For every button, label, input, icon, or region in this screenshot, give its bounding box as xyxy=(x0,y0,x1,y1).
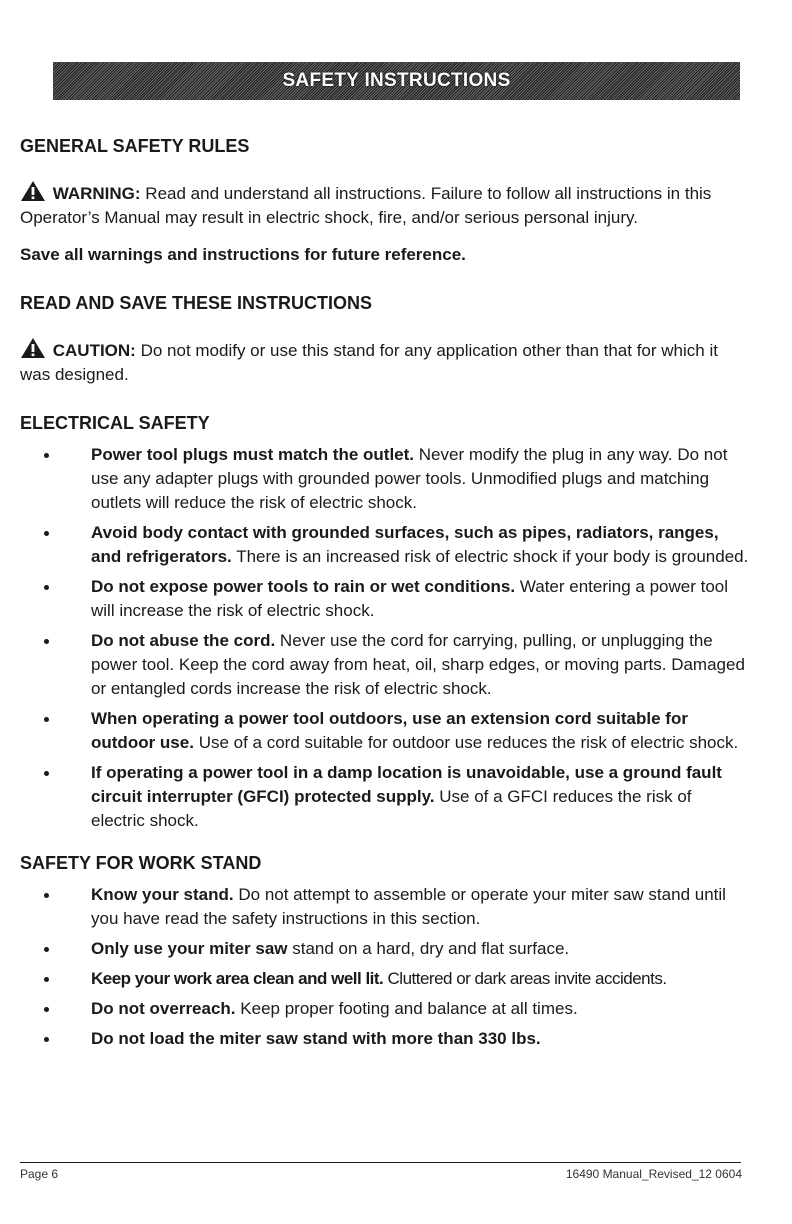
item-lead: Do not expose power tools to rain or wet conditions. xyxy=(91,577,516,596)
list-item xyxy=(20,629,750,701)
section-banner xyxy=(53,62,740,100)
bullet-dot-icon xyxy=(44,1037,49,1042)
footer-divider xyxy=(20,1162,741,1163)
item-lead: Power tool plugs must match the outlet. xyxy=(91,445,415,464)
general-safety-heading: GENERAL SAFETY RULES xyxy=(20,136,250,156)
item-lead: Know your stand. xyxy=(91,885,234,904)
bullet-dot-icon xyxy=(44,977,49,982)
bullet-dot-icon xyxy=(44,453,49,458)
list-item xyxy=(20,575,750,623)
item-text: Never use the cord for carrying, pulling, or unplugging the power tool. Keep the cord away from heat, oil, sharp edges, or moving parts. Damaged or entangled cords increase the risk of electric shock. xyxy=(91,631,745,698)
item-text: Use of a GFCI reduces the risk of electric shock. xyxy=(91,787,692,830)
list-item xyxy=(20,707,750,755)
bullet-dot-icon xyxy=(44,639,49,644)
item-text: Water entering a power tool will increase the risk of electric shock. xyxy=(91,577,729,620)
item-lead: Do not abuse the cord. xyxy=(91,631,276,650)
item-lead: Only use your miter saw xyxy=(91,939,288,958)
work-stand-safety-heading: SAFETY FOR WORK STAND xyxy=(20,853,262,873)
list-item xyxy=(20,883,750,931)
item-lead: Avoid body contact with grounded surfaces, such as pipes, radiators, ranges, and refrigerators. xyxy=(91,523,719,566)
caution-text: Do not modify or use this stand for any application other than that for which it was designed. xyxy=(20,341,718,384)
save-note: Save all warnings and instructions for future reference. xyxy=(20,245,466,264)
warning-triangle-icon xyxy=(20,180,46,202)
item-lead: Keep your work area clean and well lit. xyxy=(91,969,384,988)
list-item xyxy=(20,937,750,961)
item-lead: When operating a power tool outdoors, use an extension cord suitable for outdoor use. xyxy=(91,709,688,752)
bullet-dot-icon xyxy=(44,717,49,722)
bullet-dot-icon xyxy=(44,531,49,536)
item-text: Do not attempt to assemble or operate your miter saw stand until you have read the safety instructions in this section. xyxy=(91,885,726,928)
caution-label: CAUTION: xyxy=(52,341,136,360)
caution-paragraph xyxy=(20,337,750,387)
item-lead: Do not load the miter saw stand with more than 330 lbs. xyxy=(91,1029,541,1048)
bullet-dot-icon xyxy=(44,585,49,590)
electrical-safety-heading: ELECTRICAL SAFETY xyxy=(20,413,210,433)
page-number: Page 6 xyxy=(20,1167,59,1181)
bullet-dot-icon xyxy=(44,771,49,776)
banner-title: SAFETY INSTRUCTIONS xyxy=(282,70,511,91)
item-text: Never modify the plug in any way. Do not use any adapter plugs with grounded power tools. Unmodified plugs and matching outlets will reduce the risk of electric shock. xyxy=(91,445,728,512)
item-text: Keep proper footing and balance at all times. xyxy=(240,999,578,1018)
item-text: Cluttered or dark areas invite accidents. xyxy=(387,969,667,988)
item-lead: Do not overreach. xyxy=(91,999,236,1018)
item-text: Use of a cord suitable for outdoor use reduces the risk of electric shock. xyxy=(198,733,739,752)
bullet-dot-icon xyxy=(44,893,49,898)
bullet-dot-icon xyxy=(44,1007,49,1012)
read-save-heading: READ AND SAVE THESE INSTRUCTIONS xyxy=(20,293,373,313)
warning-label: WARNING: xyxy=(52,184,141,203)
item-text: There is an increased risk of electric shock if your body is grounded. xyxy=(236,547,749,566)
list-item xyxy=(20,443,750,515)
item-text: stand on a hard, dry and flat surface. xyxy=(292,939,570,958)
item-lead: If operating a power tool in a damp location is unavoidable, use a ground fault circuit interrupter (GFCI) protected supply. xyxy=(91,763,722,806)
electrical-safety-list xyxy=(20,443,750,833)
list-item xyxy=(20,761,750,833)
warning-triangle-icon xyxy=(20,337,46,359)
list-item xyxy=(20,997,750,1021)
bullet-dot-icon xyxy=(44,947,49,952)
list-item xyxy=(20,1027,750,1051)
page-content xyxy=(20,134,750,1051)
warning-paragraph xyxy=(20,180,750,230)
warning-text: Read and understand all instructions. Failure to follow all instructions in this Operator’s Manual may result in electric shock, fire, and/or serious personal injury. xyxy=(20,184,712,227)
document-id: 16490 Manual_Revised_12 0604 xyxy=(565,1167,742,1181)
work-stand-safety-list xyxy=(20,883,750,1051)
list-item xyxy=(20,967,750,991)
list-item xyxy=(20,521,750,569)
